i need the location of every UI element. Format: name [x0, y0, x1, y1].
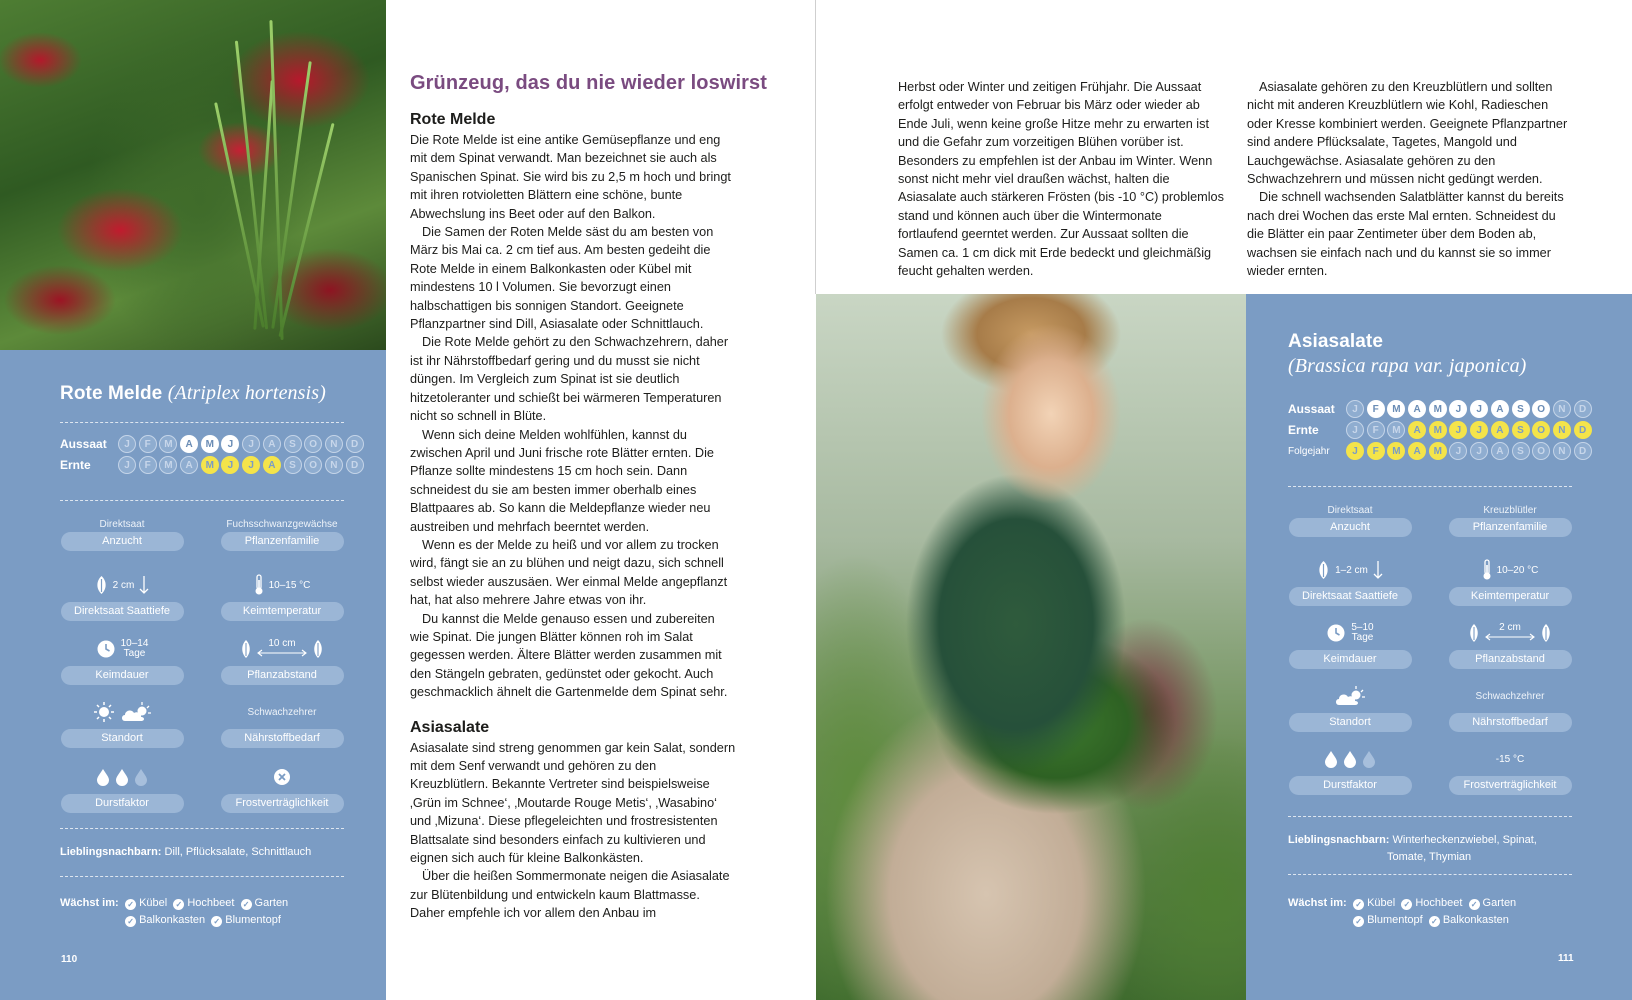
- paragraph: Über die heißen Sommermonate neigen die Asiasalate zur Blütenbildung und entwickeln kaum Blattmasse. Daher empfehle ich vor allem den Anbau im: [410, 869, 730, 921]
- temp-value: 10–15 °C: [268, 579, 311, 591]
- neighbors-value: Tomate, Thymian: [1387, 851, 1472, 863]
- favorite-neighbors: [60, 844, 311, 861]
- card-title: [60, 382, 326, 405]
- month-dot: O: [304, 456, 322, 474]
- neighbors-value: Dill, Pflücksalate, Schnittlauch: [164, 846, 312, 858]
- thirst-label: Durstfaktor: [61, 794, 184, 813]
- spacing-cell: [1448, 616, 1572, 669]
- month-dot: M: [1429, 442, 1447, 460]
- water-drop-icon: [1324, 750, 1338, 768]
- month-dot: S: [1512, 442, 1530, 460]
- paragraph: Asiasalate gehören zu den Kreuzblütlern und sollten nicht mit anderen Kreuzblütlern wie Kohl, Radieschen oder Kresse kombiniert werden. Geeignete Pflanzpartner sind andere Pflücksalate, Tagetes, Mangold und Lauchgewächse. Asiasalate gehören zu den Schwachzehrern und müssen nicht gedüngt werden.: [1247, 80, 1568, 187]
- double-arrow-icon: [1485, 633, 1535, 641]
- month-dot: J: [1470, 400, 1488, 418]
- month-dot: A: [1491, 442, 1509, 460]
- month-dot: M: [1387, 421, 1405, 439]
- neighbors-value: Winterheckenzwiebel, Spinat,: [1392, 834, 1537, 846]
- frost-value: -15 °C: [1495, 753, 1525, 765]
- month-dot: J: [1346, 442, 1364, 460]
- month-dot: N: [325, 435, 343, 453]
- month-dot: J: [221, 435, 239, 453]
- month-dot: A: [1491, 421, 1509, 439]
- month-dot: M: [1387, 400, 1405, 418]
- seed-icon: [312, 639, 324, 659]
- calendar-row: [1288, 400, 1594, 418]
- month-dot: M: [1429, 400, 1447, 418]
- thirst-cell: [60, 760, 184, 813]
- family-cell: [220, 518, 344, 551]
- germination-cell: [1288, 616, 1412, 669]
- nutrient-cell: [1448, 679, 1572, 732]
- calendar-row: [60, 456, 366, 474]
- water-drop-icon: [96, 768, 110, 786]
- check-icon: ✓: [1401, 899, 1412, 910]
- depth-cell: [60, 568, 184, 621]
- month-dot: D: [1574, 442, 1592, 460]
- calendar-row-label: Ernte: [1288, 423, 1319, 437]
- family-value: Kreuzblütler: [1483, 505, 1537, 516]
- month-dot: D: [346, 456, 364, 474]
- month-dot: N: [1553, 421, 1571, 439]
- calendar-row-label: Ernte: [60, 458, 91, 472]
- water-drop-icon: [1343, 750, 1357, 768]
- family-label: Pflanzenfamilie: [1449, 518, 1572, 537]
- calendar-row: [1288, 421, 1594, 439]
- month-dot: O: [1532, 400, 1550, 418]
- paragraph: Die Rote Melde ist eine antike Gemüsepflanze und eng mit dem Spinat verwandt. Man bezeichnet sie auch als Spanischen Spinat. Sie wird bis zu 2,5 m hoch und bringt mit ihren rotvioletten Blättern eine schöne, bunte Abwechslung ins Beet oder auf den Balkon.: [410, 133, 731, 221]
- thermometer-icon: [1482, 559, 1492, 581]
- neighbors-label: Lieblingsnachbarn:: [1288, 834, 1390, 846]
- month-dot: J: [1449, 421, 1467, 439]
- location-cell: [60, 695, 184, 748]
- month-dot: S: [1512, 421, 1530, 439]
- month-dot: A: [180, 435, 198, 453]
- spacing-label: Pflanzabstand: [221, 666, 344, 685]
- paragraph: Wenn sich deine Melden wohlfühlen, kannst du zwischen April und Juni frische rote Blätter ernten. Die Pflanze sollte mindestens 15 cm hoch sein. Dann schneidest du sie am besten immer oberhalb eines Blattpaares ab. So kann die Meldepflanze wieder neu austreiben und mehrfach beerntet werden.: [410, 427, 714, 534]
- month-dot: A: [263, 456, 281, 474]
- plant-latin-name: (Atriplex hortensis): [167, 382, 326, 404]
- frost-cell: [220, 760, 344, 813]
- seed-icon: [1317, 560, 1330, 580]
- month-dot: S: [284, 456, 302, 474]
- temp-value: 10–20 °C: [1496, 564, 1539, 576]
- check-icon: ✓: [241, 899, 252, 910]
- family-value: Fuchsschwanzgewächse: [226, 519, 338, 530]
- temp-label: Keimtemperatur: [221, 602, 344, 621]
- spacing-value: 2 cm: [1499, 622, 1521, 633]
- photo-rote-melde: [0, 0, 386, 350]
- paragraph: Herbst oder Winter und zeitigen Frühjahr. Die Aussaat erfolgt entweder von Februar bis März oder wieder ab Ende Juli, wenn keine große Hitze mehr zu erwarten ist und die Gefahr zum vorzeitigen Blühen vorüber ist. Besonders zu empfehlen ist der Anbau im Winter. Wenn sonst nicht mehr viel draußen wächst, halten die Asiasalate auch stärkeren Frösten (bis -10 °C) problemlos stand und können auch über die Wintermonate fortlaufend geerntet werden. Zur Aussaat sollten die Samen ca. 1 cm dick mit Erde bedeckt und gleichmäßig feucht gehalten werden.: [898, 80, 1224, 279]
- month-dot: J: [242, 435, 260, 453]
- water-drop-empty-icon: [134, 768, 148, 786]
- month-dot: N: [1553, 442, 1571, 460]
- family-label: Pflanzenfamilie: [221, 532, 344, 551]
- frost-cell: [1448, 742, 1572, 795]
- month-dot: J: [242, 456, 260, 474]
- sowing-type-label: Anzucht: [1289, 518, 1412, 537]
- grows-in-label: Wächst im:: [1288, 897, 1347, 909]
- month-dot: F: [139, 435, 157, 453]
- spacing-label: Pflanzabstand: [1449, 650, 1572, 669]
- germination-unit: Tage: [123, 648, 146, 659]
- germination-cell: [60, 632, 184, 685]
- calendar-row-label: Folgejahr: [1288, 445, 1330, 457]
- grows-in-item: ✓ Garten: [1469, 897, 1517, 909]
- calendar-row-label: Aussaat: [1288, 402, 1335, 416]
- frost-label: Frostverträglichkeit: [1449, 776, 1572, 795]
- check-icon: ✓: [211, 916, 222, 927]
- germination-label: Keimdauer: [1289, 650, 1412, 669]
- paragraph: Die Samen der Roten Melde säst du am besten von März bis Mai ca. 2 cm tief aus. Am besten gedeiht die Rote Melde in einem Balkonkasten oder Kübel mit mindestens 10 l Volumen. Sie bevorzugt einen halbschattigen bis sonnigen Standort. Geeignete Pflanzpartner sind Dill, Asiasalate oder Schnittlauch.: [410, 225, 714, 332]
- sowing-type-label: Anzucht: [61, 532, 184, 551]
- check-icon: ✓: [1353, 916, 1364, 927]
- month-dot: A: [1408, 400, 1426, 418]
- thirst-label: Durstfaktor: [1289, 776, 1412, 795]
- month-dot: N: [1553, 400, 1571, 418]
- sowing-type-cell: [60, 518, 184, 551]
- sun-cloud-icon: [120, 701, 152, 723]
- month-dot: F: [139, 456, 157, 474]
- plant-name: Asiasalate: [1288, 331, 1384, 352]
- grows-in-item: ✓ Balkonkasten: [125, 914, 205, 926]
- sun-icon: [93, 701, 115, 723]
- grows-in-label: Wächst im:: [60, 897, 119, 909]
- grows-in-item: ✓ Balkonkasten: [1429, 914, 1509, 926]
- month-dot: D: [1574, 400, 1592, 418]
- location-label: Standort: [1289, 713, 1412, 732]
- month-dot: O: [304, 435, 322, 453]
- seed-icon: [1540, 623, 1552, 643]
- clock-icon: [96, 639, 116, 659]
- grows-in: [1288, 895, 1516, 929]
- water-drop-icon: [115, 768, 129, 786]
- section-title: Grünzeug, das du nie wieder loswirst: [410, 72, 767, 94]
- depth-label: Direktsaat Saattiefe: [61, 602, 184, 621]
- germination-value: 5–10: [1351, 622, 1374, 633]
- month-dot: M: [1429, 421, 1447, 439]
- heading-asiasalate: Asiasalate: [410, 718, 490, 736]
- temp-cell: [1448, 553, 1572, 606]
- sowing-type-value: Direktsaat: [99, 519, 145, 530]
- nutrient-value: Schwachzehrer: [1475, 690, 1545, 702]
- depth-value: 2 cm: [112, 579, 135, 591]
- check-icon: ✓: [1469, 899, 1480, 910]
- text-column-left: [410, 110, 736, 923]
- page-number-left: 110: [61, 954, 78, 965]
- depth-cell: [1288, 553, 1412, 606]
- thermometer-icon: [254, 574, 264, 596]
- month-dot: O: [1532, 421, 1550, 439]
- plant-name: Rote Melde: [60, 383, 163, 404]
- thirst-cell: [1288, 742, 1412, 795]
- grows-in: [60, 895, 288, 929]
- grows-in-item: ✓ Kübel: [125, 897, 167, 909]
- month-dot: N: [325, 456, 343, 474]
- card-title: [1288, 330, 1526, 378]
- photo-woman-with-asiasalate: [816, 294, 1246, 1000]
- location-label: Standort: [61, 729, 184, 748]
- month-dot: D: [1574, 421, 1592, 439]
- arrow-down-icon: [139, 575, 149, 595]
- month-dot: J: [1346, 421, 1364, 439]
- nutrient-label: Nährstoffbedarf: [1449, 713, 1572, 732]
- check-icon: ✓: [173, 899, 184, 910]
- neighbors-label: Lieblingsnachbarn:: [60, 846, 162, 858]
- month-dot: M: [201, 456, 219, 474]
- favorite-neighbors: [1288, 832, 1537, 866]
- month-dot: M: [1387, 442, 1405, 460]
- month-dot: S: [284, 435, 302, 453]
- germination-label: Keimdauer: [61, 666, 184, 685]
- calendar-row: [60, 435, 366, 453]
- month-dot: J: [1449, 442, 1467, 460]
- nutrient-cell: [220, 695, 344, 748]
- month-dot: J: [118, 435, 136, 453]
- depth-value: 1–2 cm: [1335, 564, 1368, 576]
- sowing-type-cell: [1288, 504, 1412, 537]
- temp-cell: [220, 568, 344, 621]
- plant-card-asiasalate: [1246, 294, 1632, 1000]
- month-dot: J: [1470, 442, 1488, 460]
- germination-value: 10–14: [120, 638, 149, 649]
- month-dot: A: [1408, 421, 1426, 439]
- sun-cloud-icon: [1334, 685, 1366, 707]
- month-dot: J: [1346, 400, 1364, 418]
- grows-in-item: ✓ Blumentopf: [211, 914, 281, 926]
- month-dot: M: [159, 456, 177, 474]
- germination-unit: Tage: [1351, 632, 1374, 643]
- page-gutter: [815, 0, 816, 294]
- clock-icon: [1326, 623, 1346, 643]
- grows-in-item: ✓ Hochbeet: [173, 897, 234, 909]
- month-dot: F: [1367, 421, 1385, 439]
- month-dot: J: [1470, 421, 1488, 439]
- month-dot: S: [1512, 400, 1530, 418]
- arrow-down-icon: [1373, 560, 1383, 580]
- page-number-right: 111: [1558, 953, 1574, 964]
- month-dot: J: [221, 456, 239, 474]
- family-cell: [1448, 504, 1572, 537]
- month-dot: M: [159, 435, 177, 453]
- paragraph: Wenn es der Melde zu heiß und vor allem zu trocken wird, fängt sie an zu blühen und neigt dazu, sich schnell selbst wieder auszusäen. Wer einmal Melde angepflanzt hat, hat also mehrere Jahre etwas von ihr.: [410, 537, 728, 608]
- paragraph: Die Rote Melde gehört zu den Schwachzehrern, daher ist ihr Nährstoffbedarf gering und du musst sie nicht düngen. Im Vergleich zum Spinat ist sie deutlich hitzetoleranter und schießt bei wärmeren Temperaturen nicht so schnell in Blüte.: [410, 335, 729, 424]
- grows-in-item: ✓ Blumentopf: [1353, 914, 1423, 926]
- paragraph: Du kannst die Melde genauso essen und zubereiten wie Spinat. Die jungen Blätter können roh im Salat gegessen werden. Ältere Blätter werden zusammen mit den Stängeln gebraten, gedünstet oder gekocht. Auch geschmacklich ähnelt die Gartenmelde dem Spinat sehr.: [410, 611, 728, 700]
- month-dot: M: [201, 435, 219, 453]
- no-frost-icon: [273, 768, 291, 786]
- calendar-row: [1288, 442, 1594, 460]
- depth-label: Direktsaat Saattiefe: [1289, 587, 1412, 606]
- month-dot: F: [1367, 442, 1385, 460]
- check-icon: ✓: [125, 916, 136, 927]
- check-icon: ✓: [1353, 899, 1364, 910]
- seed-icon: [240, 639, 252, 659]
- month-dot: O: [1532, 442, 1550, 460]
- calendar-row-label: Aussaat: [60, 437, 107, 451]
- temp-label: Keimtemperatur: [1449, 587, 1572, 606]
- month-dot: A: [1491, 400, 1509, 418]
- location-cell: [1288, 679, 1412, 732]
- month-dot: A: [263, 435, 281, 453]
- sowing-type-value: Direktsaat: [1327, 505, 1373, 516]
- plant-card-rote-melde: [0, 350, 386, 1000]
- plant-latin-name: (Brassica rapa var. japonica): [1288, 355, 1527, 377]
- month-dot: J: [1449, 400, 1467, 418]
- text-column-right-2: [1247, 78, 1573, 280]
- text-column-right-1: [898, 78, 1224, 280]
- month-dot: J: [118, 456, 136, 474]
- frost-label: Frostverträglichkeit: [221, 794, 344, 813]
- double-arrow-icon: [257, 649, 307, 657]
- month-dot: F: [1367, 400, 1385, 418]
- heading-rote-melde: Rote Melde: [410, 111, 496, 128]
- seed-icon: [1468, 623, 1480, 643]
- grows-in-item: ✓ Garten: [241, 897, 289, 909]
- grows-in-item: ✓ Hochbeet: [1401, 897, 1462, 909]
- spacing-value: 10 cm: [268, 638, 296, 649]
- paragraph: Die schnell wachsenden Salatblätter kannst du bereits nach drei Wochen das erste Mal ernten. Schneidest du die Blätter ein paar Zentimeter über dem Boden ab, wachsen sie einfach nach und du kannst sie so immer wieder ernten.: [1247, 190, 1564, 279]
- seed-icon: [95, 575, 108, 595]
- grows-in-item: ✓ Kübel: [1353, 897, 1395, 909]
- check-icon: ✓: [1429, 916, 1440, 927]
- spacing-cell: [220, 632, 344, 685]
- month-dot: D: [346, 435, 364, 453]
- month-dot: A: [180, 456, 198, 474]
- check-icon: ✓: [125, 899, 136, 910]
- water-drop-empty-icon: [1362, 750, 1376, 768]
- nutrient-value: Schwachzehrer: [247, 706, 317, 718]
- nutrient-label: Nährstoffbedarf: [221, 729, 344, 748]
- month-dot: A: [1408, 442, 1426, 460]
- paragraph: Asiasalate sind streng genommen gar kein Salat, sondern mit dem Senf verwandt und gehören zu den Kreuzblütlern. Bekannte Vertreter sind beispielsweise ‚Grün im Schnee‘, ‚Moutarde Rouge Metis‘, ‚Wasabino‘ und ‚Mizuna‘. Diese pflegeleichten und frostresistenten Blattsalate sind besonders einfach zu kultivieren und eignen sich auch für kleine Balkonkästen.: [410, 740, 736, 866]
